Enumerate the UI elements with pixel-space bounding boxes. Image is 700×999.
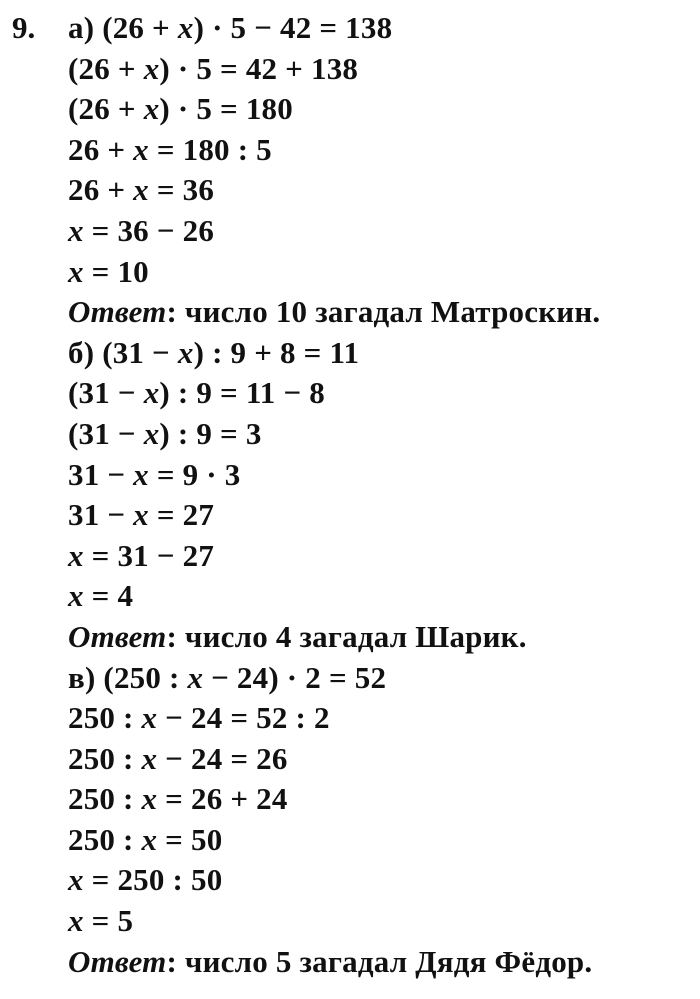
variable-x: x (141, 700, 158, 736)
equation-line: x = 36 − 26 (68, 212, 215, 248)
equation-line: x = 250 : 50 (68, 862, 223, 898)
variable-x: x (143, 50, 160, 86)
answer-text: : число 5 загадал Дядя Фёдор. (166, 943, 593, 979)
solution-block (68, 8, 694, 982)
part-label: б) (68, 334, 95, 370)
part-c (68, 658, 694, 983)
variable-x: x (141, 821, 158, 857)
equation: (26 + x) · 5 − 42 = 138 (102, 10, 393, 45)
variable-x: x (68, 862, 84, 898)
variable-x: x (141, 740, 158, 776)
equation-line: (31 − x) : 9 = 11 − 8 (68, 375, 325, 411)
equation-line: (26 + x) · 5 = 180 (68, 91, 293, 127)
variable-x: x (68, 578, 84, 614)
equation-line: x = 4 (68, 578, 134, 614)
equation-line: 26 + x = 36 (68, 172, 215, 208)
equation-line: x = 31 − 27 (68, 537, 215, 573)
variable-x: x (143, 375, 160, 411)
answer-line (68, 292, 694, 333)
answer-word: Ответ (68, 943, 167, 979)
problem-number: 9. (12, 10, 36, 45)
variable-x: x (141, 781, 158, 817)
equation-line: 26 + x = 180 : 5 (68, 131, 272, 167)
part-label: а) (68, 10, 95, 45)
answer-word: Ответ (68, 294, 167, 330)
equation-line: 250 : x = 26 + 24 (68, 781, 288, 817)
answer-text: : число 10 загадал Матроскин. (166, 294, 601, 330)
equation-line: (31 − x) : 9 = 3 (68, 415, 262, 451)
variable-x: x (133, 456, 149, 492)
equation: (250 : x − 24) · 2 = 52 (103, 659, 387, 695)
part-label: в) (68, 659, 96, 695)
variable-x: x (133, 172, 149, 208)
part-b (68, 333, 694, 658)
part-a (68, 8, 694, 333)
equation-line: 250 : x = 50 (68, 821, 223, 857)
equation-line (68, 333, 694, 374)
equation-line (68, 658, 694, 699)
variable-x: x (68, 253, 84, 289)
variable-x: x (68, 903, 84, 939)
variable-x: x (133, 131, 149, 167)
equation-line: x = 10 (68, 253, 149, 289)
variable-x: x (143, 91, 160, 127)
answer-word: Ответ (68, 618, 167, 654)
equation-line: 31 − x = 27 (68, 497, 215, 533)
answer-text: : число 4 загадал Шарик. (166, 618, 527, 654)
equation: (31 − x) : 9 + 8 = 11 (102, 334, 360, 370)
variable-x: x (143, 415, 160, 451)
variable-x: x (68, 537, 84, 573)
answer-line (68, 942, 694, 983)
equation-line (68, 8, 694, 49)
equation-line: 250 : x − 24 = 52 : 2 (68, 700, 330, 736)
variable-x: x (177, 334, 194, 370)
answer-line (68, 617, 694, 658)
variable-x: x (68, 212, 84, 248)
variable-x: x (187, 659, 204, 695)
equation-line: x = 5 (68, 903, 134, 939)
equation-line: 31 − x = 9 · 3 (68, 456, 241, 492)
equation-line: (26 + x) · 5 = 42 + 138 (68, 50, 359, 86)
variable-x: x (133, 497, 149, 533)
variable-x: x (177, 10, 194, 45)
equation-line: 250 : x − 24 = 26 (68, 740, 288, 776)
